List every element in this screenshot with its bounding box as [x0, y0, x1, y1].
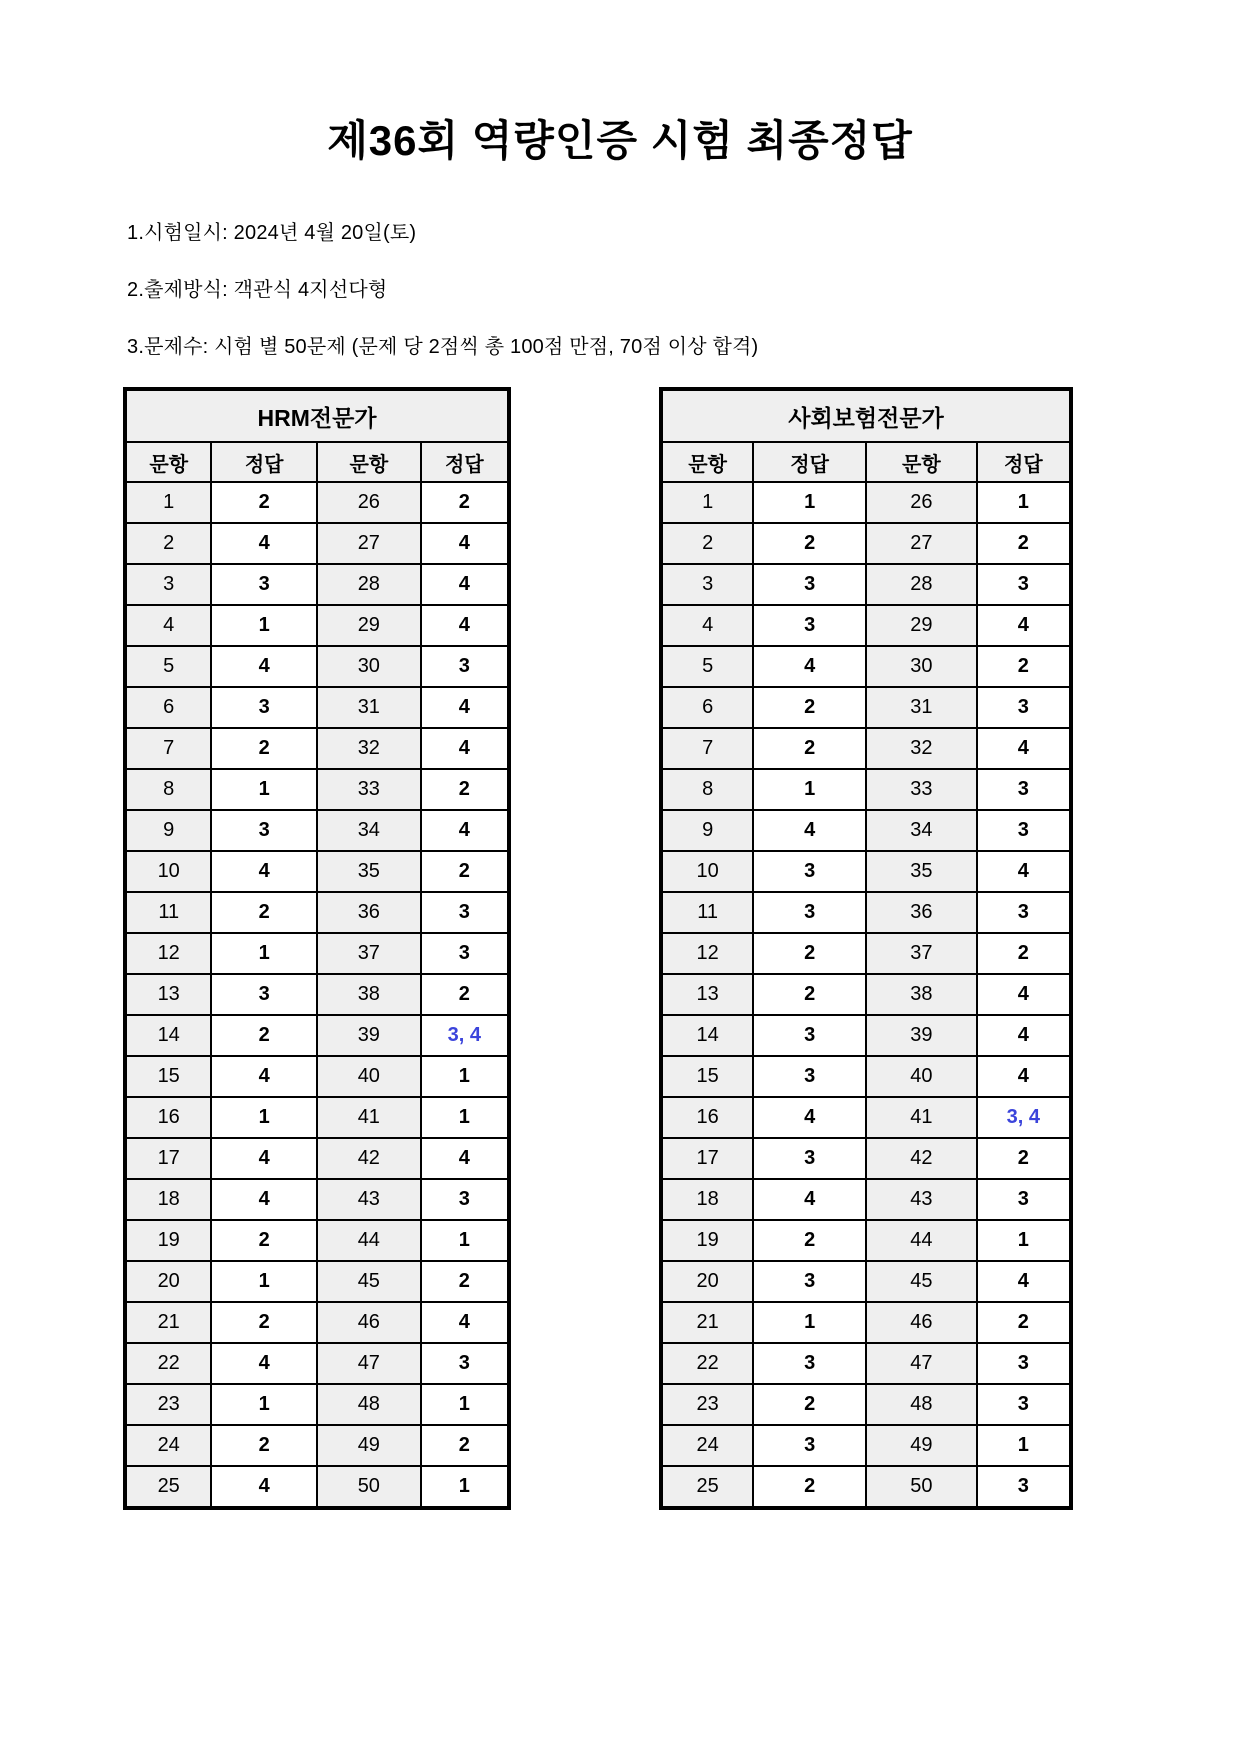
- question-cell: 44: [317, 1220, 421, 1261]
- answer-cell: 2: [421, 1425, 509, 1466]
- answer-cell: 1: [753, 1302, 866, 1343]
- question-cell: 16: [661, 1097, 753, 1138]
- answer-cell: 4: [211, 1466, 317, 1508]
- question-cell: 24: [661, 1425, 753, 1466]
- answer-cell: 2: [211, 1015, 317, 1056]
- answer-cell: 1: [211, 769, 317, 810]
- question-cell: 27: [317, 523, 421, 564]
- answer-cell: 4: [211, 646, 317, 687]
- question-cell: 20: [661, 1261, 753, 1302]
- question-cell: 30: [317, 646, 421, 687]
- answer-cell: 4: [977, 1056, 1071, 1097]
- table-title-row: [661, 389, 1071, 442]
- question-cell: 46: [866, 1302, 977, 1343]
- answer-cell: 3: [753, 1056, 866, 1097]
- answer-cell: 3: [977, 687, 1071, 728]
- question-cell: 11: [661, 892, 753, 933]
- table-title-row: [125, 389, 509, 442]
- question-cell: 22: [125, 1343, 211, 1384]
- answer-cell: 3: [753, 1261, 866, 1302]
- answer-cell: 3: [421, 933, 509, 974]
- answer-cell: 1: [421, 1097, 509, 1138]
- answer-cell: 2: [753, 1466, 866, 1508]
- answer-cell: 4: [421, 605, 509, 646]
- question-cell: 9: [125, 810, 211, 851]
- table-row: [661, 933, 1071, 974]
- answer-cell: 3: [977, 564, 1071, 605]
- answer-cell: 1: [421, 1466, 509, 1508]
- question-cell: 7: [125, 728, 211, 769]
- answer-cell: 3, 4: [977, 1097, 1071, 1138]
- answer-cell: 4: [977, 1015, 1071, 1056]
- question-cell: 34: [317, 810, 421, 851]
- table-row: [661, 1220, 1071, 1261]
- question-cell: 11: [125, 892, 211, 933]
- table-row: [661, 1466, 1071, 1508]
- answer-cell: 3: [421, 1179, 509, 1220]
- table-row: [661, 769, 1071, 810]
- answer-cell: 2: [977, 933, 1071, 974]
- answer-cell: 3: [421, 892, 509, 933]
- question-cell: 43: [317, 1179, 421, 1220]
- table-row: [661, 646, 1071, 687]
- question-cell: 20: [125, 1261, 211, 1302]
- answer-cell: 2: [421, 769, 509, 810]
- info-line-question-count: 3.문제수: 시험 별 50문제 (문제 당 2점씩 총 100점 만점, 70점 이상 합격): [127, 336, 759, 358]
- answer-cell: 2: [211, 892, 317, 933]
- question-cell: 16: [125, 1097, 211, 1138]
- table-row: [661, 1343, 1071, 1384]
- table-row: [125, 523, 509, 564]
- question-cell: 38: [317, 974, 421, 1015]
- answer-cell: 3: [753, 892, 866, 933]
- answer-table-hrm: [123, 387, 511, 1510]
- question-cell: 48: [317, 1384, 421, 1425]
- question-cell: 35: [317, 851, 421, 892]
- question-cell: 26: [317, 482, 421, 523]
- question-cell: 47: [317, 1343, 421, 1384]
- table-row: [125, 1384, 509, 1425]
- answer-cell: 2: [977, 646, 1071, 687]
- answer-cell: 2: [211, 1425, 317, 1466]
- answer-cell: 2: [211, 482, 317, 523]
- question-column-header: 문항: [125, 442, 211, 482]
- table-row: [125, 1220, 509, 1261]
- answer-cell: 1: [211, 1097, 317, 1138]
- answer-cell: 2: [211, 1302, 317, 1343]
- table-row: [125, 1466, 509, 1508]
- answer-cell: 2: [421, 1261, 509, 1302]
- question-cell: 38: [866, 974, 977, 1015]
- table-row: [661, 1056, 1071, 1097]
- answer-cell: 1: [211, 1384, 317, 1425]
- question-cell: 33: [317, 769, 421, 810]
- answer-cell: 3: [753, 1015, 866, 1056]
- table-row: [125, 974, 509, 1015]
- answer-cell: 4: [977, 1261, 1071, 1302]
- question-cell: 18: [125, 1179, 211, 1220]
- answer-cell: 3: [211, 974, 317, 1015]
- question-cell: 44: [866, 1220, 977, 1261]
- question-cell: 12: [661, 933, 753, 974]
- question-cell: 50: [866, 1466, 977, 1508]
- answer-cell: 2: [421, 851, 509, 892]
- answer-cell: 1: [753, 769, 866, 810]
- answer-cell: 3: [753, 1343, 866, 1384]
- question-cell: 29: [317, 605, 421, 646]
- question-cell: 35: [866, 851, 977, 892]
- question-cell: 5: [661, 646, 753, 687]
- question-cell: 49: [866, 1425, 977, 1466]
- table-row: [125, 1425, 509, 1466]
- column-header-row: [661, 442, 1071, 482]
- question-cell: 8: [125, 769, 211, 810]
- question-column-header: 문항: [661, 442, 753, 482]
- question-cell: 28: [866, 564, 977, 605]
- answer-column-header: 정답: [977, 442, 1071, 482]
- question-cell: 4: [661, 605, 753, 646]
- question-cell: 13: [661, 974, 753, 1015]
- table-row: [661, 605, 1071, 646]
- table-row: [661, 1425, 1071, 1466]
- question-cell: 50: [317, 1466, 421, 1508]
- answer-column-header: 정답: [753, 442, 866, 482]
- table-row: [125, 564, 509, 605]
- table-row: [125, 728, 509, 769]
- question-cell: 43: [866, 1179, 977, 1220]
- answer-cell: 3: [421, 646, 509, 687]
- answer-cell: 4: [977, 851, 1071, 892]
- question-cell: 46: [317, 1302, 421, 1343]
- question-cell: 10: [125, 851, 211, 892]
- question-cell: 36: [317, 892, 421, 933]
- answer-cell: 4: [421, 523, 509, 564]
- question-cell: 47: [866, 1343, 977, 1384]
- table-row: [125, 810, 509, 851]
- question-cell: 39: [866, 1015, 977, 1056]
- question-cell: 30: [866, 646, 977, 687]
- question-cell: 13: [125, 974, 211, 1015]
- question-cell: 4: [125, 605, 211, 646]
- answer-cell: 2: [753, 1384, 866, 1425]
- answer-column-header: 정답: [421, 442, 509, 482]
- answer-cell: 3: [211, 564, 317, 605]
- question-cell: 32: [866, 728, 977, 769]
- question-cell: 41: [317, 1097, 421, 1138]
- answer-cell: 1: [211, 933, 317, 974]
- question-cell: 40: [317, 1056, 421, 1097]
- table-row: [661, 523, 1071, 564]
- answer-cell: 3: [421, 1343, 509, 1384]
- question-cell: 18: [661, 1179, 753, 1220]
- question-cell: 37: [866, 933, 977, 974]
- question-cell: 3: [661, 564, 753, 605]
- table-row: [661, 1261, 1071, 1302]
- answer-cell: 3: [211, 687, 317, 728]
- question-cell: 6: [661, 687, 753, 728]
- answer-cell: 4: [753, 810, 866, 851]
- table-row: [661, 1179, 1071, 1220]
- answer-cell: 4: [211, 1343, 317, 1384]
- answer-cell: 1: [211, 1261, 317, 1302]
- question-cell: 31: [317, 687, 421, 728]
- answer-cell: 3: [753, 851, 866, 892]
- answer-cell: 4: [977, 605, 1071, 646]
- answer-cell: 1: [977, 1220, 1071, 1261]
- answer-column-header: 정답: [211, 442, 317, 482]
- answer-cell: 1: [421, 1220, 509, 1261]
- question-cell: 15: [125, 1056, 211, 1097]
- question-cell: 23: [661, 1384, 753, 1425]
- table-row: [661, 564, 1071, 605]
- answer-cell: 1: [753, 482, 866, 523]
- question-cell: 28: [317, 564, 421, 605]
- question-cell: 42: [317, 1138, 421, 1179]
- table-row: [661, 1384, 1071, 1425]
- question-cell: 24: [125, 1425, 211, 1466]
- answer-cell: 4: [421, 1138, 509, 1179]
- answer-cell: 4: [421, 810, 509, 851]
- answer-cell: 1: [977, 1425, 1071, 1466]
- answer-cell: 3: [977, 1179, 1071, 1220]
- table-row: [125, 769, 509, 810]
- answer-tables-container: [123, 387, 1240, 1510]
- question-cell: 34: [866, 810, 977, 851]
- question-cell: 19: [125, 1220, 211, 1261]
- answer-cell: 3: [753, 564, 866, 605]
- answer-cell: 3: [753, 1425, 866, 1466]
- question-cell: 25: [661, 1466, 753, 1508]
- table-row: [125, 1343, 509, 1384]
- answer-cell: 2: [753, 933, 866, 974]
- table-row: [661, 1015, 1071, 1056]
- answer-cell: 2: [753, 974, 866, 1015]
- answer-cell: 4: [421, 728, 509, 769]
- question-cell: 21: [661, 1302, 753, 1343]
- answer-cell: 1: [421, 1384, 509, 1425]
- table-row: [661, 482, 1071, 523]
- question-cell: 9: [661, 810, 753, 851]
- table-title: 사회보험전문가: [661, 389, 1071, 442]
- table-row: [125, 646, 509, 687]
- answer-cell: 2: [753, 1220, 866, 1261]
- table-row: [661, 892, 1071, 933]
- question-cell: 23: [125, 1384, 211, 1425]
- table-row: [661, 1097, 1071, 1138]
- answer-cell: 4: [753, 646, 866, 687]
- question-cell: 29: [866, 605, 977, 646]
- answer-cell: 3: [977, 810, 1071, 851]
- answer-cell: 4: [753, 1097, 866, 1138]
- question-cell: 26: [866, 482, 977, 523]
- table-row: [125, 851, 509, 892]
- table-row: [125, 1138, 509, 1179]
- question-cell: 5: [125, 646, 211, 687]
- answer-cell: 4: [211, 1179, 317, 1220]
- table-row: [661, 1302, 1071, 1343]
- answer-cell: 1: [211, 605, 317, 646]
- table-row: [661, 687, 1071, 728]
- table-row: [125, 1097, 509, 1138]
- question-cell: 1: [661, 482, 753, 523]
- question-cell: 37: [317, 933, 421, 974]
- question-column-header: 문항: [866, 442, 977, 482]
- question-cell: 36: [866, 892, 977, 933]
- answer-cell: 2: [753, 728, 866, 769]
- question-cell: 17: [125, 1138, 211, 1179]
- question-cell: 8: [661, 769, 753, 810]
- question-cell: 22: [661, 1343, 753, 1384]
- question-column-header: 문항: [317, 442, 421, 482]
- info-line-exam-date: 1.시험일시: 2024년 4월 20일(토): [127, 222, 417, 244]
- question-cell: 32: [317, 728, 421, 769]
- answer-cell: 2: [421, 974, 509, 1015]
- answer-cell: 3: [977, 892, 1071, 933]
- question-cell: 39: [317, 1015, 421, 1056]
- question-cell: 10: [661, 851, 753, 892]
- question-cell: 1: [125, 482, 211, 523]
- column-header-row: [125, 442, 509, 482]
- question-cell: 33: [866, 769, 977, 810]
- page-title: 제36회 역량인증 시험 최종정답: [327, 117, 913, 164]
- answer-cell: 4: [977, 728, 1071, 769]
- answer-cell: 3, 4: [421, 1015, 509, 1056]
- question-cell: 17: [661, 1138, 753, 1179]
- table-row: [661, 974, 1071, 1015]
- question-cell: 3: [125, 564, 211, 605]
- answer-cell: 3: [211, 810, 317, 851]
- answer-cell: 2: [421, 482, 509, 523]
- table-row: [125, 1302, 509, 1343]
- question-cell: 31: [866, 687, 977, 728]
- answer-cell: 1: [977, 482, 1071, 523]
- answer-cell: 4: [421, 564, 509, 605]
- answer-cell: 4: [421, 687, 509, 728]
- table-row: [125, 1261, 509, 1302]
- table-row: [125, 687, 509, 728]
- answer-cell: 3: [977, 769, 1071, 810]
- info-line-question-format: 2.출제방식: 객관식 4지선다형: [127, 279, 388, 301]
- question-cell: 27: [866, 523, 977, 564]
- answer-cell: 4: [977, 974, 1071, 1015]
- question-cell: 40: [866, 1056, 977, 1097]
- answer-cell: 4: [211, 1056, 317, 1097]
- exam-info-block: [127, 216, 1240, 359]
- question-cell: 42: [866, 1138, 977, 1179]
- question-cell: 19: [661, 1220, 753, 1261]
- table-row: [661, 1138, 1071, 1179]
- question-cell: 49: [317, 1425, 421, 1466]
- question-cell: 2: [125, 523, 211, 564]
- question-cell: 21: [125, 1302, 211, 1343]
- answer-cell: 3: [977, 1384, 1071, 1425]
- answer-cell: 3: [753, 605, 866, 646]
- answer-table-social: [659, 387, 1073, 1510]
- question-cell: 14: [125, 1015, 211, 1056]
- table-row: [125, 482, 509, 523]
- answer-cell: 4: [211, 1138, 317, 1179]
- table-title: HRM전문가: [125, 389, 509, 442]
- answer-cell: 4: [753, 1179, 866, 1220]
- question-cell: 25: [125, 1466, 211, 1508]
- answer-cell: 2: [977, 523, 1071, 564]
- answer-cell: 4: [421, 1302, 509, 1343]
- table-row: [661, 728, 1071, 769]
- answer-cell: 3: [753, 1138, 866, 1179]
- question-cell: 48: [866, 1384, 977, 1425]
- answer-cell: 4: [211, 851, 317, 892]
- question-cell: 2: [661, 523, 753, 564]
- table-row: [125, 1179, 509, 1220]
- answer-cell: 2: [753, 523, 866, 564]
- table-row: [661, 851, 1071, 892]
- table-row: [125, 1056, 509, 1097]
- question-cell: 14: [661, 1015, 753, 1056]
- answer-cell: 4: [211, 523, 317, 564]
- answer-cell: 2: [977, 1302, 1071, 1343]
- question-cell: 7: [661, 728, 753, 769]
- table-row: [125, 892, 509, 933]
- table-row: [125, 933, 509, 974]
- answer-cell: 3: [977, 1343, 1071, 1384]
- answer-cell: 3: [977, 1466, 1071, 1508]
- answer-cell: 2: [211, 1220, 317, 1261]
- question-cell: 12: [125, 933, 211, 974]
- question-cell: 6: [125, 687, 211, 728]
- table-row: [661, 810, 1071, 851]
- table-row: [125, 1015, 509, 1056]
- question-cell: 41: [866, 1097, 977, 1138]
- answer-cell: 2: [753, 687, 866, 728]
- answer-cell: 2: [977, 1138, 1071, 1179]
- table-row: [125, 605, 509, 646]
- question-cell: 45: [317, 1261, 421, 1302]
- answer-cell: 2: [211, 728, 317, 769]
- question-cell: 15: [661, 1056, 753, 1097]
- answer-cell: 1: [421, 1056, 509, 1097]
- question-cell: 45: [866, 1261, 977, 1302]
